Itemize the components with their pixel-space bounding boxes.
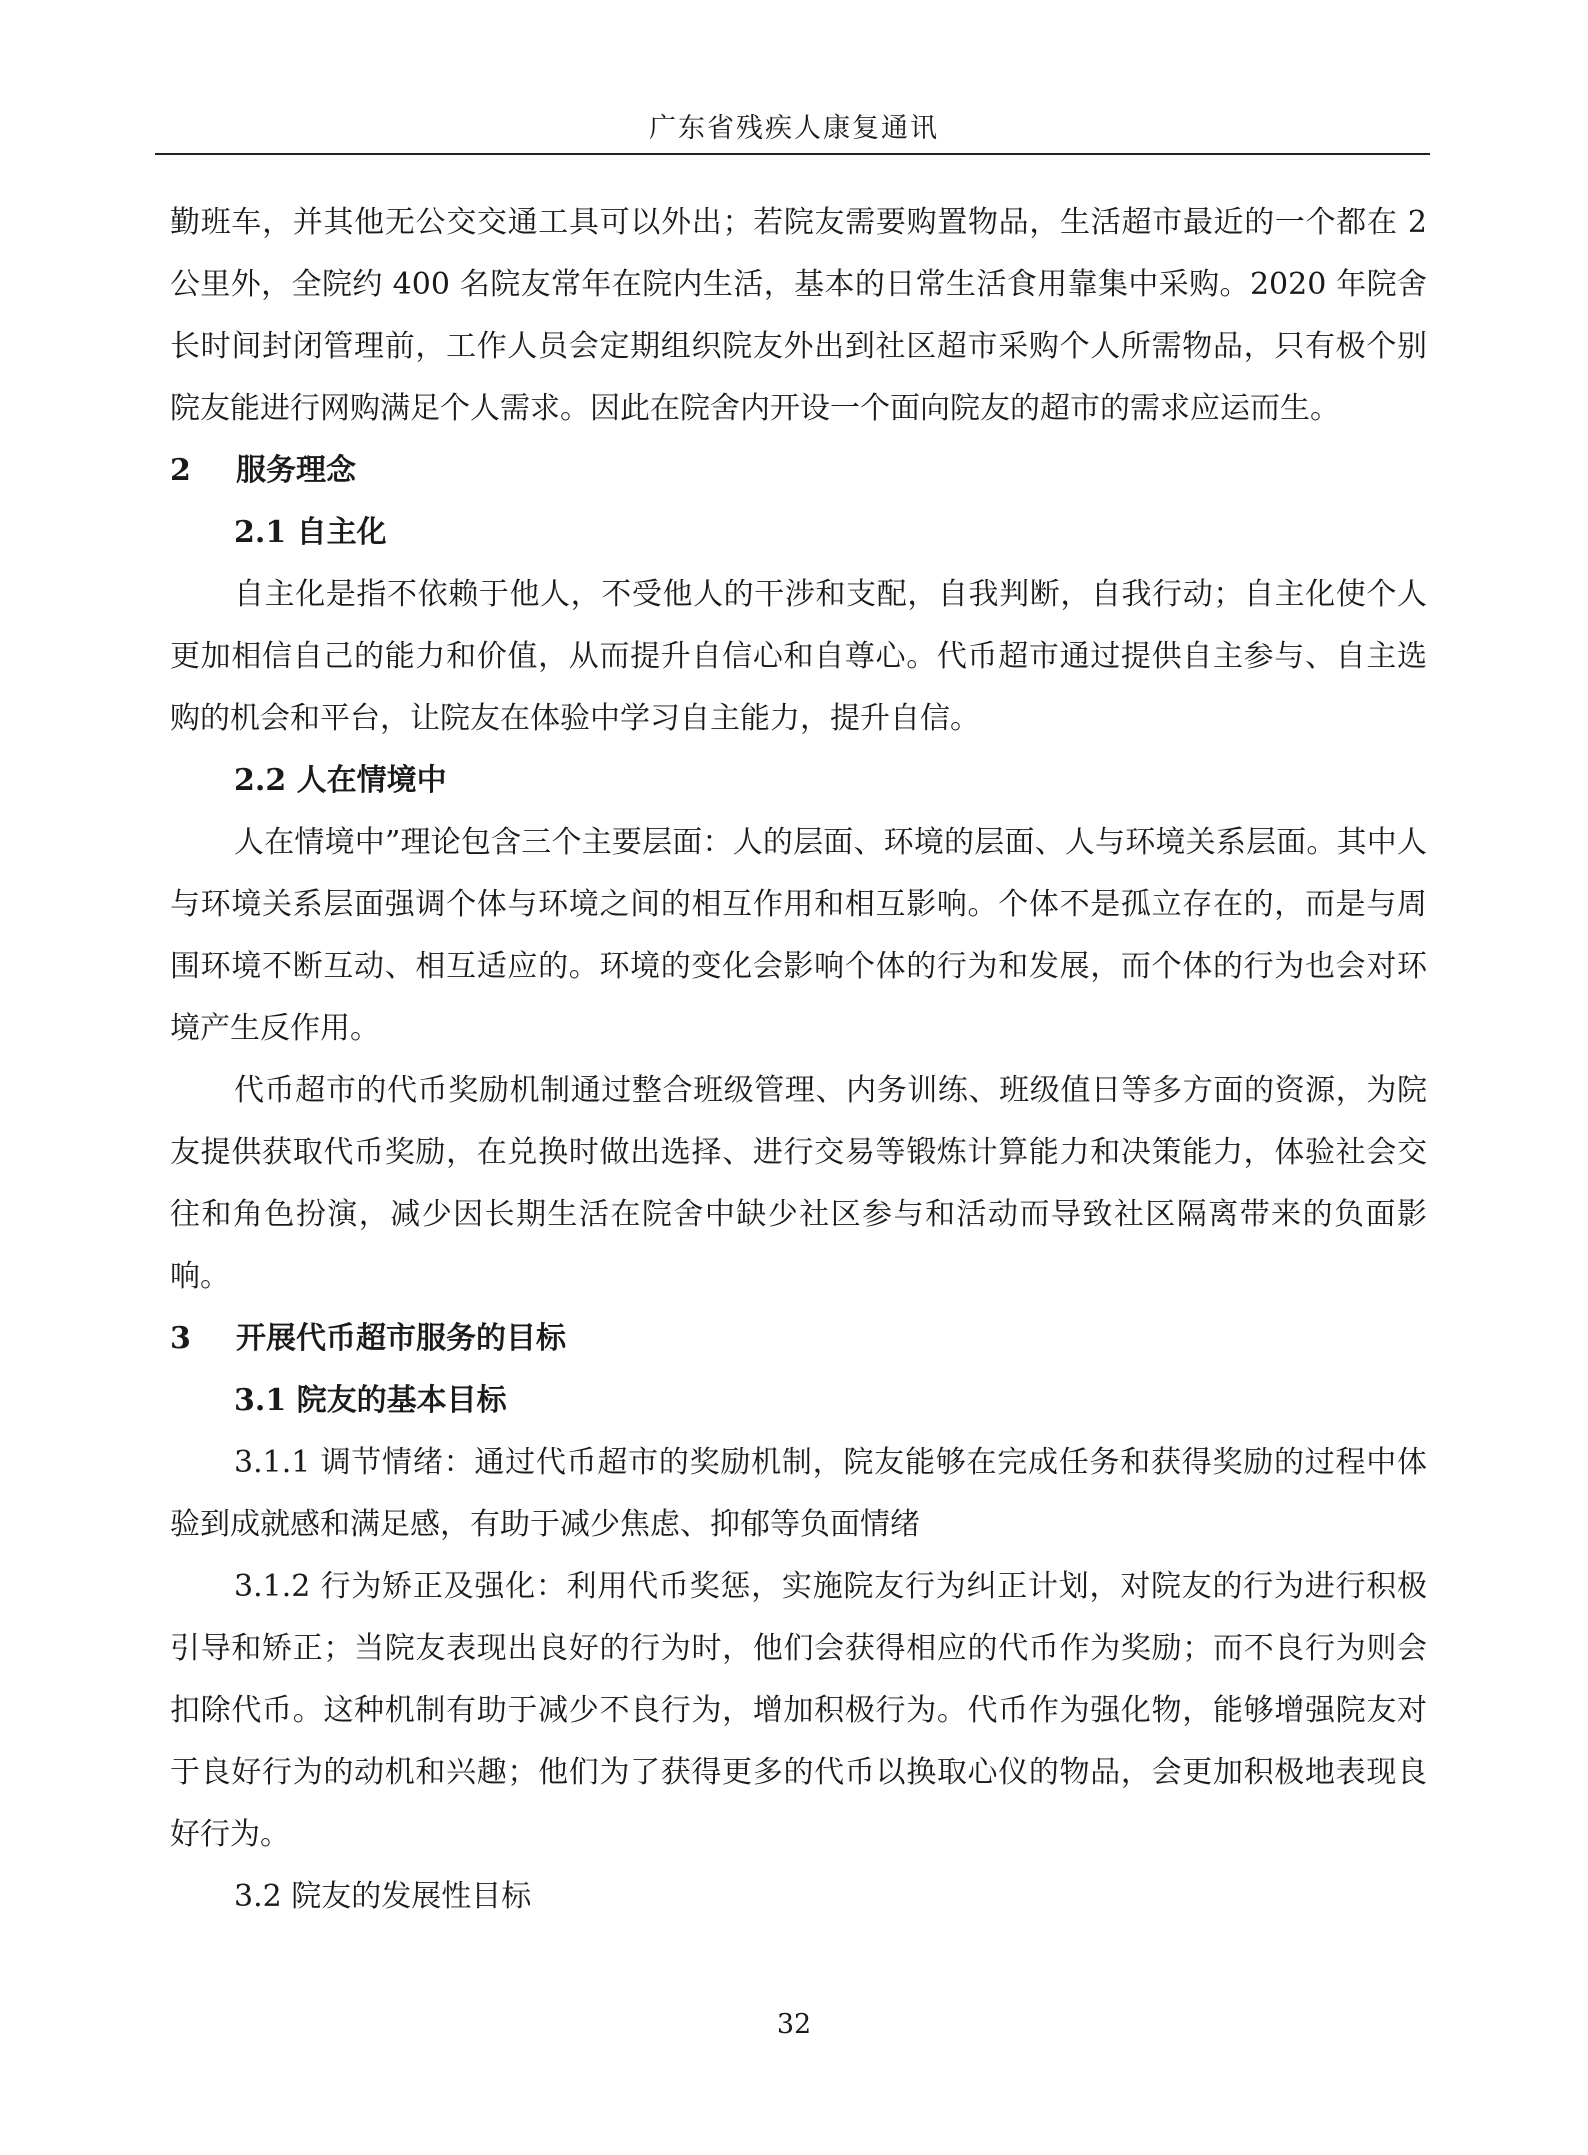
subsection-heading-3-1: 3.1 院友的基本目标 <box>234 1383 507 1418</box>
paragraph-autonomy: 自主化是指不依赖于他人，不受他人的干涉和支配，自我判断，自我行动；自主化使个人更加相信自己的能力和价值，从而提升自信心和自尊心。代币超市通过提供自主参与、自主选购的机会和平台，让院友在体验中学习自主能力，提升自信。 <box>170 577 1427 736</box>
section-number: 2 <box>170 453 191 488</box>
running-header: 广东省残疾人康复通讯 <box>649 113 939 144</box>
paragraph-3-1-2: 3.1.2 行为矫正及强化：利用代币奖惩，实施院友行为纠正计划，对院友的行为进行积极引导和矫正；当院友表现出良好的行为时，他们会获得相应的代币作为奖励；而不良行为则会扣除代币。这种机制有助于减少不良行为，增加积极行为。代币作为强化物，能够增强院友对于良好行为的动机和兴趣；他们为了获得更多的代币以换取心仪的物品，会更加积极地表现良好行为。 <box>170 1569 1427 1852</box>
header-divider <box>155 153 1430 155</box>
page-number: 32 <box>776 2009 812 2040</box>
subsection-heading-2-1: 2.1 自主化 <box>234 515 387 550</box>
section-title: 服务理念 <box>236 453 356 488</box>
section-heading-2 <box>170 440 1427 502</box>
paragraph-3-1-1: 3.1.1 调节情绪：通过代币超市的奖励机制，院友能够在完成任务和获得奖励的过程中体验到成就感和满足感，有助于减少焦虑、抑郁等负面情绪 <box>170 1445 1427 1542</box>
paragraph-token-mechanism: 代币超市的代币奖励机制通过整合班级管理、内务训练、班级值日等多方面的资源，为院友提供获取代币奖励，在兑换时做出选择、进行交易等锻炼计算能力和决策能力，体验社会交往和角色扮演，减少因长期生活在院舍中缺少社区参与和活动而导致社区隔离带来的负面影响。 <box>170 1073 1427 1294</box>
paragraph-intro-continued: 勤班车，并其他无公交交通工具可以外出；若院友需要购置物品，生活超市最近的一个都在 2 公里外，全院约 400 名院友常年在院内生活，基本的日常生活食用靠集中采购。2020 年院舍长时间封闭管理前，工作人员会定期组织院友外出到社区超市采购个人所需物品，只有极个别院友能进行网购满足个人需求。因此在院舍内开设一个面向院友的超市的需求应运而生。 <box>170 205 1427 426</box>
page-body <box>170 192 1427 1928</box>
section-title: 开展代币超市服务的目标 <box>236 1321 566 1356</box>
paragraph-3-2: 3.2 院友的发展性目标 <box>234 1879 532 1914</box>
paragraph-person-in-environment: 人在情境中”理论包含三个主要层面：人的层面、环境的层面、人与环境关系层面。其中人与环境关系层面强调个体与环境之间的相互作用和相互影响。个体不是孤立存在的，而是与周围环境不断互动、相互适应的。环境的变化会影响个体的行为和发展，而个体的行为也会对环境产生反作用。 <box>170 825 1427 1046</box>
subsection-heading-2-2: 2.2 人在情境中 <box>234 763 447 798</box>
section-heading-3 <box>170 1308 1427 1370</box>
section-number: 3 <box>170 1321 191 1356</box>
